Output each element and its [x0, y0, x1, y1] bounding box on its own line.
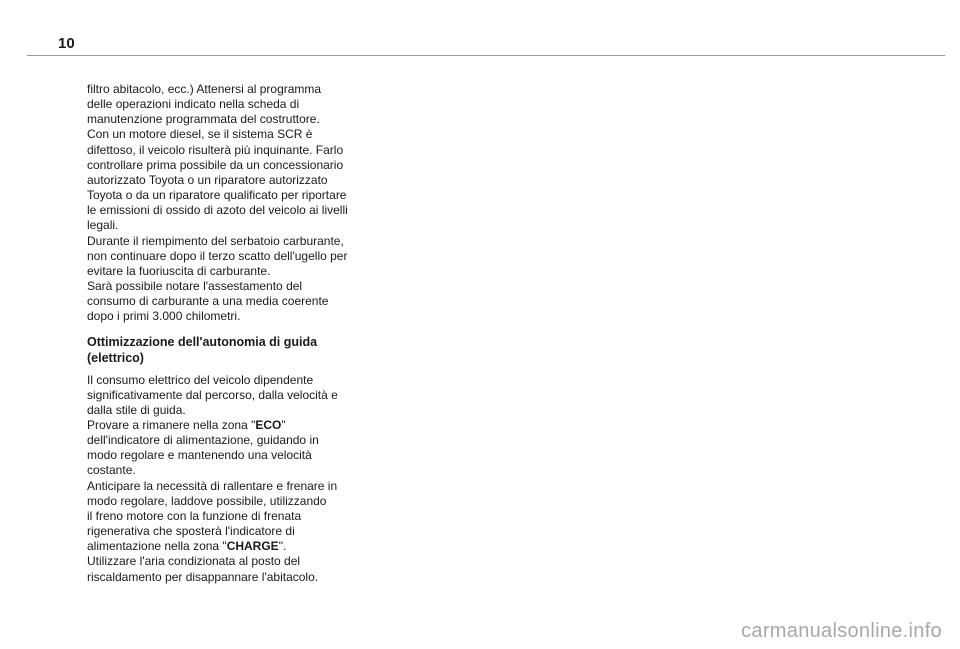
text-line: Sarà possibile notare l'assestamento del [87, 279, 303, 294]
text-line: modo regolare, laddove possibile, utilizzando [87, 493, 327, 508]
text-line: dell'indicatore di alimentazione, guidando in [87, 433, 319, 448]
text-fragment: " [281, 417, 286, 432]
text-line: rigenerativa che sposterà l'indicatore di [87, 524, 295, 539]
text-line: Con un motore diesel, se il sistema SCR è [87, 127, 313, 142]
text-line: Utilizzare l'aria condizionata al posto del [87, 554, 301, 569]
text-line: autorizzato Toyota o un riparatore autorizzato [87, 172, 328, 187]
text-fragment: alimentazione nella zona " [87, 539, 227, 554]
text-line: Durante il riempimento del serbatoio carburante, [87, 233, 344, 248]
text-line: legali. [87, 218, 119, 233]
text-line: difettoso, il veicolo risulterà più inquinante. Farlo [87, 142, 344, 157]
text-line-eco [87, 418, 362, 433]
text-line: Anticipare la necessità di rallentare e frenare in [87, 478, 338, 493]
text-line: delle operazioni indicato nella scheda di [87, 97, 300, 112]
eco-keyword: ECO [255, 417, 282, 432]
paragraph-electric-range [87, 373, 362, 585]
heading-line: (elettrico) [87, 350, 144, 365]
charge-keyword: CHARGE [226, 539, 279, 554]
heading-line: Ottimizzazione dell'autonomia di guida [87, 334, 318, 349]
text-line: non continuare dopo il terzo scatto dell'ugello per [87, 248, 348, 263]
text-line: controllare prima possibile da un concessionario [87, 157, 344, 172]
text-line: consumo di carburante a una media coerente [87, 294, 329, 309]
text-line: significativamente dal percorso, dalla velocità e [87, 387, 338, 402]
text-column [87, 82, 362, 585]
text-line: dopo i primi 3.000 chilometri. [87, 309, 241, 324]
text-fragment: Provare a rimanere nella zona " [87, 417, 256, 432]
text-line: modo regolare e mantenendo una velocità [87, 448, 312, 463]
text-line: il freno motore con la funzione di frenata [87, 508, 302, 523]
text-line: manutenzione programmata del costruttore. [87, 112, 320, 127]
text-fragment: ". [278, 539, 287, 554]
text-line: filtro abitacolo, ecc.) Attenersi al programma [87, 82, 322, 96]
text-line: Toyota o da un riparatore qualificato per riportare [87, 188, 347, 203]
paragraph-maintenance [87, 82, 362, 325]
text-line: dalla stile di guida. [87, 402, 186, 417]
text-line: evitare la fuoriuscita di carburante. [87, 263, 271, 278]
text-line-charge [87, 539, 362, 554]
header-divider [27, 55, 945, 56]
section-heading [87, 334, 362, 366]
text-line: Il consumo elettrico del veicolo dipendente [87, 372, 314, 387]
text-line: riscaldamento per disappannare l'abitacolo. [87, 569, 319, 584]
text-line: le emissioni di ossido di azoto del veicolo ai livelli [87, 203, 348, 218]
page-number: 10 [58, 35, 75, 52]
text-line: costante. [87, 463, 136, 478]
watermark-text: carmanualsonline.info [741, 620, 942, 642]
